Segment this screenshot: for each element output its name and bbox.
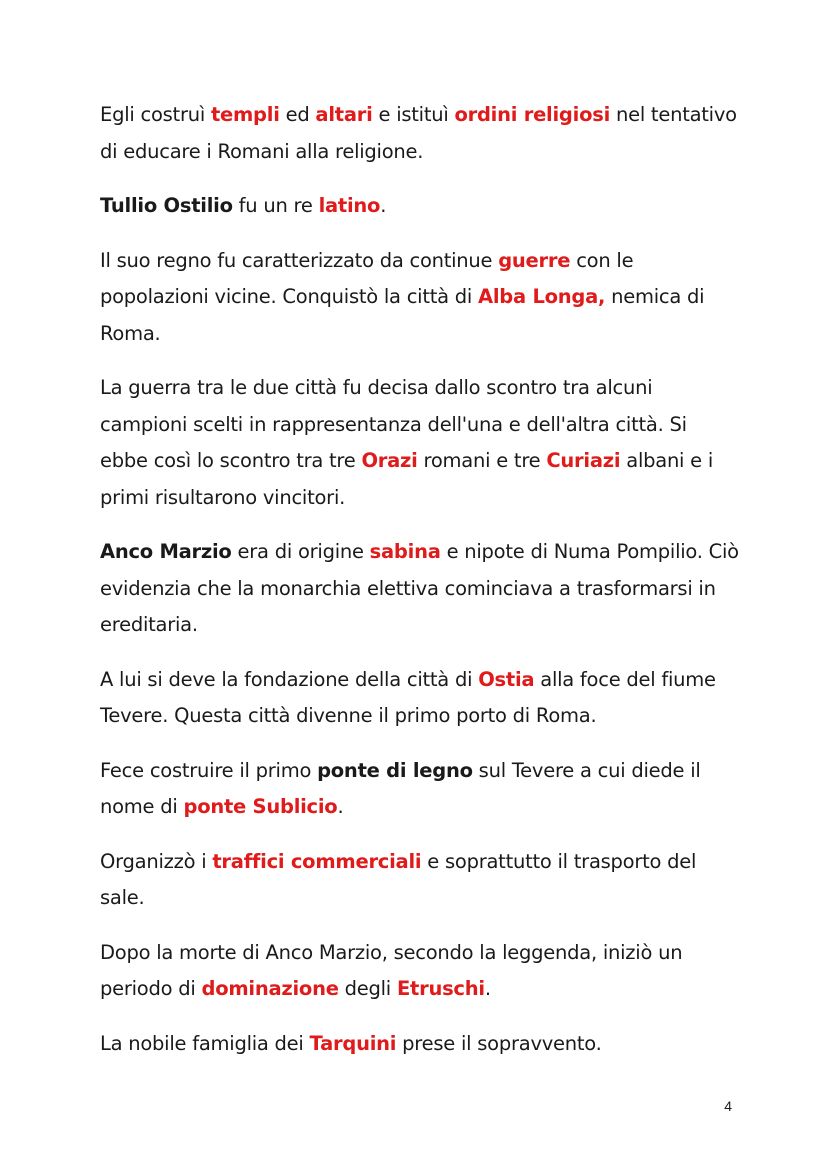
highlighted-term: sabina <box>369 540 441 563</box>
text-segment: ed <box>279 103 316 126</box>
text-segment: La nobile famiglia dei <box>100 1031 310 1055</box>
paragraph <box>100 935 740 1008</box>
paragraph <box>100 753 740 826</box>
paragraph <box>100 243 740 353</box>
bold-term: Tullio Ostilio <box>100 194 233 217</box>
highlighted-term: templi <box>210 103 280 126</box>
text-segment: albani e i primi risultarono vincitori. <box>100 449 714 509</box>
text-segment: e nipote di Numa Pompilio. Ciò evidenzia che la monarchia elettiva cominciava a trasformarsi in ereditaria. <box>100 540 739 636</box>
highlighted-term: latino <box>318 194 381 217</box>
text-segment: nemica di Roma. <box>100 285 705 345</box>
paragraph <box>100 1026 740 1063</box>
text-segment: Il suo regno fu caratterizzato da continue <box>100 248 499 272</box>
paragraph <box>100 97 740 170</box>
text-segment: e soprattutto il trasporto del sale. <box>100 849 697 909</box>
text-segment: . <box>484 977 491 1000</box>
paragraph <box>100 188 740 225</box>
highlighted-term: traffici commerciali <box>212 849 422 873</box>
highlighted-term: altari <box>315 103 373 126</box>
text-segment: e istituì <box>372 103 455 126</box>
highlighted-term: dominazione <box>201 977 339 1000</box>
text-segment: Dopo la morte di Anco Marzio, secondo la leggenda, iniziò un periodo di <box>100 940 683 1000</box>
highlighted-term: ordini religiosi <box>454 103 611 126</box>
text-segment: con le popolazioni vicine. Conquistò la città di <box>100 248 634 308</box>
text-segment: sul Tevere a cui diede il nome di <box>100 758 701 818</box>
text-segment: prese il sopravvento. <box>396 1031 602 1055</box>
text-segment: La guerra tra le due città fu decisa dallo scontro tra alcuni campioni scelti in rappresentanza dell'una e dell'altra città. Si ebbe così lo scontro tra tre <box>100 376 687 472</box>
text-segment: Egli costruì <box>100 103 211 126</box>
highlighted-term: guerre <box>498 248 571 272</box>
text-segment: nel tentativo di educare i Romani alla religione. <box>100 103 737 163</box>
highlighted-term: Curiazi <box>546 449 621 472</box>
text-segment: . <box>337 795 344 818</box>
text-segment: fu un re <box>232 194 319 217</box>
text-segment: Fece costruire il primo <box>100 758 318 782</box>
highlighted-term: Tarquini <box>309 1031 397 1055</box>
paragraph <box>100 534 740 644</box>
paragraph <box>100 844 740 917</box>
text-segment: degli <box>338 977 397 1000</box>
text-segment: alla foce del fiume Tevere. Questa città divenne il primo porto di Roma. <box>100 667 716 727</box>
highlighted-term: Etruschi <box>396 977 485 1000</box>
text-segment: A lui si deve la fondazione della città di <box>100 667 479 691</box>
paragraph <box>100 662 740 735</box>
text-segment: era di origine <box>231 540 370 563</box>
page-number: 4 <box>724 1098 732 1114</box>
highlighted-term: Orazi <box>361 449 418 472</box>
text-segment: . <box>380 194 387 217</box>
highlighted-term: Alba Longa, <box>478 285 606 308</box>
bold-term: ponte di legno <box>317 758 473 782</box>
document-body <box>100 97 740 1080</box>
text-segment: Organizzò i <box>100 849 213 873</box>
highlighted-term: Ostia <box>478 667 535 691</box>
bold-term: Anco Marzio <box>100 540 232 563</box>
paragraph <box>100 370 740 516</box>
highlighted-term: ponte Sublicio <box>183 795 338 818</box>
text-segment: romani e tre <box>417 449 547 472</box>
